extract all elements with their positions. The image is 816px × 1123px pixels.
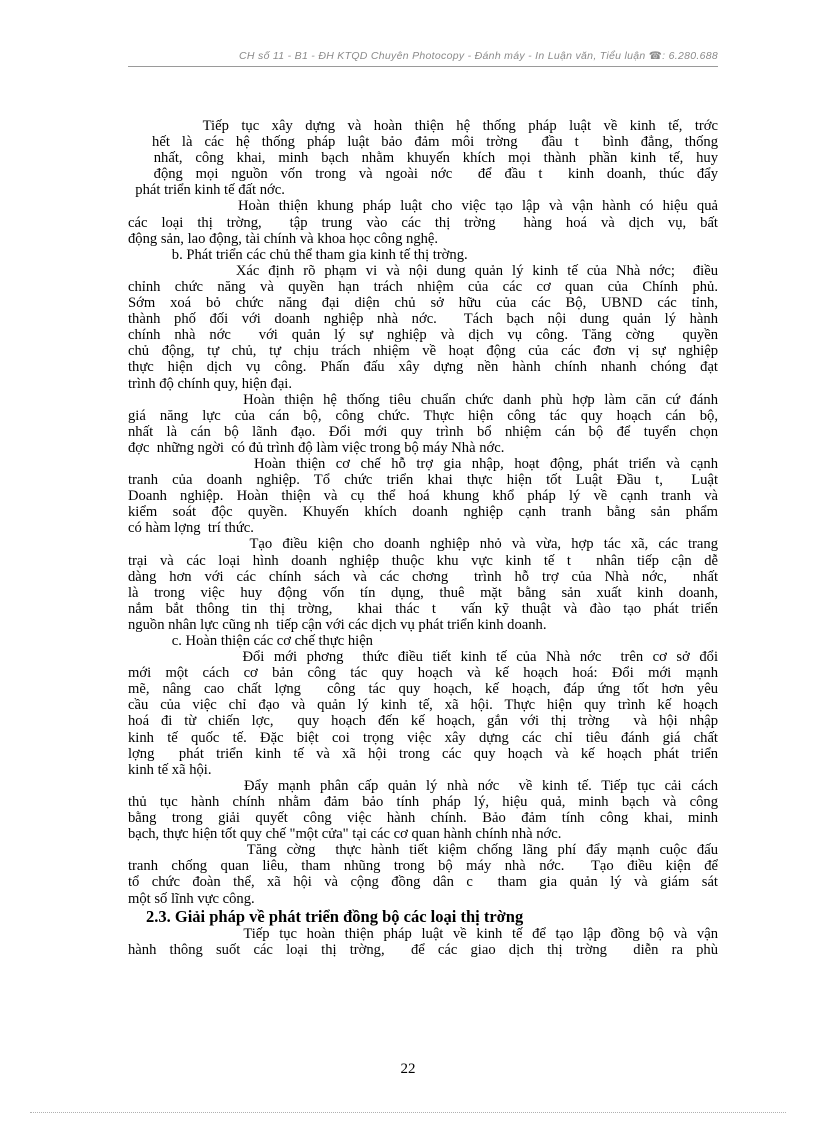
text-line: b. Phát triển các chủ thể tham gia kinh tế thị trờng. <box>128 246 468 263</box>
page-number: 22 <box>400 1061 416 1077</box>
text-line: các loại thị trờng, tập trung vào các thị trờng hàng hoá và dịch vụ, bất <box>128 214 718 231</box>
text-line: đợc những ngời có đủ trình độ làm việc trong bộ máy Nhà nớc. <box>128 439 505 456</box>
section-heading: 2.3. Giải pháp về phát triển đồng bộ các loại thị trờng <box>146 906 524 926</box>
body-text <box>128 118 718 907</box>
text-line: c. Hoàn thiện các cơ chế thực hiện <box>128 633 373 649</box>
section-intro-text <box>128 926 718 958</box>
text-line: tổ chức đoàn thể, xã hội và cộng đồng dân c tham gia quản lý và giám sát <box>128 874 718 891</box>
page-header-text: CH số 11 - B1 - ĐH KTQD Chuyên Photocopy - Đánh máy - In Luận văn, Tiểu luận ☎: 6.280.688 <box>239 50 718 62</box>
text-line: nguồn nhân lực cũng nh tiếp cận với các dịch vụ phát triển kinh doanh. <box>128 616 547 633</box>
text-line: động sản, lao động, tài chính và khoa học công nghệ. <box>128 230 439 247</box>
text-line: trại và các loại hình doanh nghiệp thuộc khu vực kinh tế t nhân tiếp cận dễ <box>128 552 718 569</box>
text-line: mới một cách cơ bản công tác quy hoạch và kế hoạch hoá: Đổi mới mạnh <box>128 665 718 682</box>
text-line: Tiếp tục hoàn thiện pháp luật về kinh tế để tạo lập đồng bộ và vận <box>128 925 718 942</box>
text-line: Tạo điều kiện cho doanh nghiệp nhỏ và vừa, hợp tác xã, các trang <box>128 536 718 553</box>
text-line: Hoàn thiện khung pháp luật cho việc tạo lập và vận hành có hiệu quả <box>128 198 718 215</box>
text-line: bằng trong giải quyết công việc hành chính. Bảo đảm tính công khai, minh <box>128 810 718 827</box>
header-divider <box>128 66 718 67</box>
text-line: Tăng cờng thực hành tiết kiệm chống lãng phí đẩy mạnh cuộc đấu <box>128 842 718 859</box>
text-line: Xác định rõ phạm vi và nội dung quản lý kinh tế của Nhà nớc; điều <box>128 262 718 279</box>
text-line: Hoàn thiện hệ thống tiêu chuẩn chức danh phù hợp làm căn cứ đánh <box>128 391 718 408</box>
text-line: mẽ, nâng cao chất lợng công tác quy hoạch, kế hoạch, đáp ứng tốt hơn yêu <box>128 681 718 698</box>
text-line: Doanh nghiệp. Hoàn thiện và cụ thể hoá khung khổ pháp lý về cạnh tranh và <box>128 488 718 505</box>
text-line: chủ động, tự chủ, tự chịu trách nhiệm về hoạt động của các đơn vị sự nghiệp <box>128 343 718 360</box>
text-line: Hoàn thiện cơ chế hỗ trợ gia nhập, hoạt động, phát triển và cạnh <box>128 455 718 472</box>
text-line: hết là các hệ thống pháp luật bảo đảm môi trờng đầu t bình đẳng, thống <box>128 134 718 151</box>
document-body <box>128 118 718 958</box>
text-line: trình độ chính quy, hiện đại. <box>128 375 293 392</box>
text-line: thủ tục hành chính nhằm đảm bảo tính pháp lý, hiệu quả, minh bạch và công <box>128 793 718 810</box>
text-line: nắm bắt thông tin thị trờng, khai thác t vấn kỹ thuật và đào tạo phát triển <box>128 600 718 617</box>
text-line: nhất là cán bộ lãnh đạo. Đổi mới quy trình bổ nhiệm cán bộ để tuyển chọn <box>128 423 718 440</box>
text-line: chính nhà nớc với quản lý sự nghiệp và dịch vụ công. Tăng cờng quyền <box>128 327 718 344</box>
footer-divider <box>30 1112 786 1113</box>
text-line: tranh của doanh nghiệp. Tổ chức triển khai thực hiện tốt Luật Đầu t, Luật <box>128 472 718 489</box>
text-line: bạch, thực hiện tốt quy chế "một cửa" tại các cơ quan hành chính nhà nớc. <box>128 826 562 843</box>
text-line: động mọi nguồn vốn trong và ngoài nớc để đầu t kinh doanh, thúc đẩy <box>128 166 718 183</box>
text-line: hoá đi từ chiến lợc, quy hoạch đến kế hoạch, gắn với thị trờng và hội nhập <box>128 713 718 730</box>
text-line: dàng hơn với các chính sách và các chơng trình hỗ trợ của Nhà nớc, nhất <box>128 568 718 585</box>
text-line: cầu của việc chỉ đạo và quản lý kinh tế, xã hội. Thực hiện quy trình kế hoạch <box>128 697 718 714</box>
text-line: là trong việc huy động vốn tín dụng, thuê mặt bằng sản xuất kinh doanh, <box>128 584 718 601</box>
text-line: thành phố đối với doanh nghiệp nhà nớc. Tách bạch nội dung quản lý hành <box>128 311 718 328</box>
text-line: tranh chống quan liêu, tham nhũng trong bộ máy nhà nớc. Tạo điều kiện để <box>128 858 718 875</box>
text-line: Đẩy mạnh phân cấp quản lý nhà nớc về kinh tế. Tiếp tục cải cách <box>128 777 718 794</box>
text-line: kinh tế quốc tế. Đặc biệt coi trọng việc xây dựng các chỉ tiêu đánh giá chất <box>128 729 718 746</box>
text-line: nhất, công khai, minh bạch nhằm khuyến khích mọi thành phần kinh tế, huy <box>128 150 718 167</box>
text-line: Tiếp tục xây dựng và hoàn thiện hệ thống pháp luật về kinh tế, trớc <box>128 118 718 134</box>
text-line: kinh tế xã hội. <box>128 761 212 778</box>
text-line: kiểm soát độc quyền. Khuyến khích doanh nghiệp cạnh tranh bằng sản phẩm <box>128 504 718 521</box>
text-line: phát triển kinh tế đất nớc. <box>128 182 285 199</box>
text-line: Sớm xoá bỏ chức năng đại diện chủ sở hữu của các Bộ, UBND các tỉnh, <box>128 295 718 312</box>
text-line: một số lĩnh vực công. <box>128 890 255 907</box>
text-line: chỉnh chức năng và quyền hạn trách nhiệm của các cơ quan của Chính phủ. <box>128 278 718 295</box>
text-line: lợng phát triển kinh tế và xã hội trong các quy hoạch và kế hoạch phát triển <box>128 745 718 762</box>
text-line: hành thông suốt các loại thị trờng, để các giao dịch thị trờng diễn ra phù <box>128 941 718 958</box>
text-line: Đổi mới phơng thức điều tiết kinh tế của Nhà nớc trên cơ sở đổi <box>128 649 718 666</box>
text-line: thực hiện dịch vụ công. Phấn đấu xây dựng nền hành chính nhanh chóng đạt <box>128 359 718 376</box>
text-line: có hàm lợng trí thức. <box>128 520 254 537</box>
text-line: giá năng lực của cán bộ, công chức. Thực hiện công tác quy hoạch cán bộ, <box>128 407 718 424</box>
